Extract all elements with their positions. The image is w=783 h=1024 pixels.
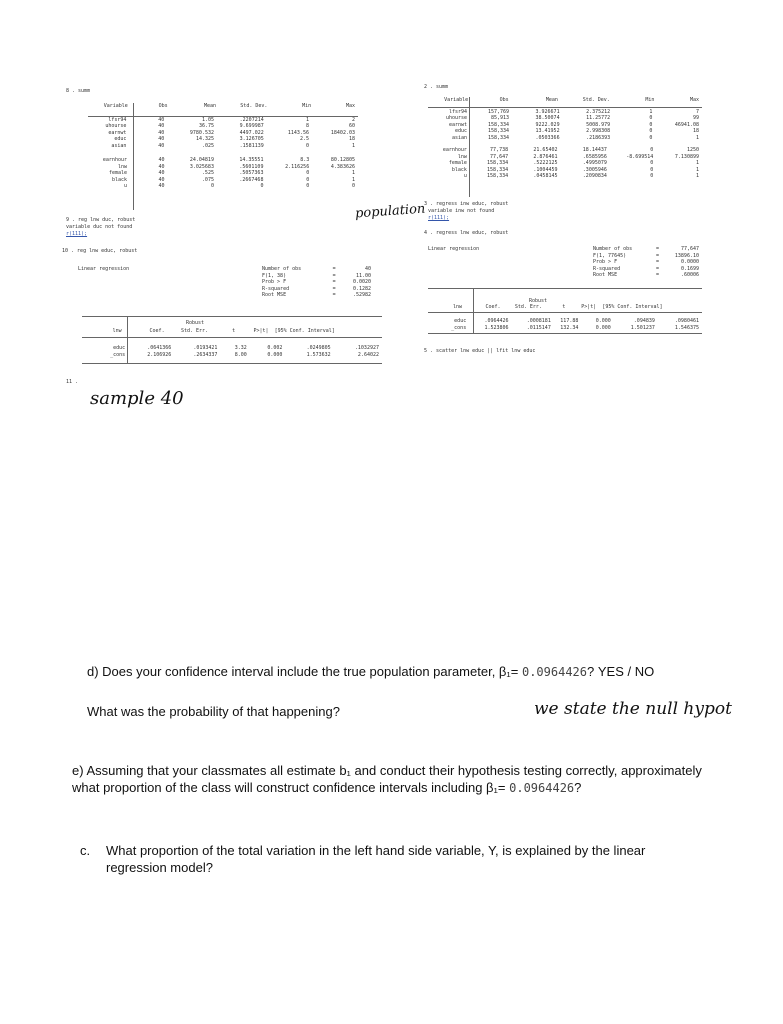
summ-row-cell: 46941.08: [674, 121, 699, 128]
coef-row-cell: .094839: [633, 318, 655, 324]
summ-row-cell: 158,334: [487, 173, 509, 179]
summ-row-cell: 1.05: [201, 116, 214, 123]
question-probability: What was the probability of that happening?: [87, 704, 340, 719]
summ-row-cell: .2090834: [582, 173, 607, 179]
summ-row-cell: 60: [348, 123, 355, 129]
coef-header-row-cell: P>|t|: [581, 304, 597, 310]
summ-row-cell: 0: [351, 183, 355, 189]
left-summ-header: [88, 103, 358, 110]
reg-stat-row: [259, 292, 374, 299]
summ-header-row-cell: Obs: [499, 97, 509, 103]
left-summ-table: [88, 103, 358, 190]
summ-row-cell: 18402.03: [330, 129, 355, 136]
reg-stat-cell: 40: [364, 266, 371, 272]
coef-header-row-cell: Coef.: [485, 304, 501, 310]
summ-row-cell: lfsr94: [108, 116, 127, 123]
reg-stat-cell: R-squared: [593, 265, 621, 272]
summ-row-cell: 0: [306, 183, 310, 189]
summ-row-cell: 0: [650, 173, 654, 179]
reg-stat-cell: 77,647: [680, 246, 699, 252]
summ-header-row-cell: Variable: [444, 97, 469, 103]
summ-row-cell: female: [448, 160, 467, 166]
summ-row-cell: 40: [158, 116, 165, 123]
summ-row-cell: 158,334: [487, 121, 510, 128]
handwritten-answer: we state the null hypot: [534, 699, 732, 719]
reg-stat-cell: =: [332, 266, 336, 272]
summ-row-cell: .5601109: [239, 163, 264, 170]
reg-stat-row: [590, 272, 702, 279]
summ-row-cell: lnw: [457, 153, 467, 160]
summ-row-cell: 40: [158, 123, 165, 129]
summ-row-cell: 2.876461: [533, 153, 558, 160]
summ-row-cell: 0: [306, 170, 310, 176]
coef-row-cell: 132.34: [560, 324, 579, 331]
question-e-value: 0.0964426: [509, 781, 575, 795]
summ-row-cell: 9.699987: [239, 123, 264, 129]
coef-row-cell: 0.000: [595, 324, 611, 331]
coef-row-cell: .0980461: [674, 318, 699, 324]
reg-stat-cell: Number of obs: [593, 246, 633, 252]
coef-row-cell: educ: [113, 345, 126, 351]
coef-row-cell: .0193421: [193, 345, 218, 351]
summ-row-cell: 2.5: [299, 136, 309, 142]
summ-row-cell: 14.325: [195, 136, 214, 142]
question-e-suffix: ?: [574, 780, 582, 795]
summ-row-cell: 3.126705: [239, 136, 264, 142]
handwritten-sample-40: sample 40: [90, 388, 184, 409]
summ-row-cell: 158,334: [487, 160, 509, 166]
summ-row-cell: 0: [210, 183, 214, 189]
coef-row: [428, 325, 702, 332]
left-summ-group2: [88, 157, 358, 190]
error-9-line1: variable duc not found: [66, 224, 133, 230]
summ-row-cell: 36.75: [198, 123, 214, 129]
summ-row-cell: 0: [260, 183, 264, 189]
summ-row-cell: .5057363: [239, 170, 264, 176]
reg-stat-cell: =: [655, 252, 659, 259]
summ-row-cell: .525: [201, 170, 214, 176]
coef-row-cell: .1032927: [354, 345, 379, 351]
summ-row-cell: 40: [158, 136, 165, 142]
summ-row-cell: 18.14437: [582, 147, 607, 153]
reg-stat-cell: =: [655, 265, 659, 272]
summ-row: [88, 183, 358, 190]
summ-row-cell: 1: [351, 176, 355, 183]
reg-stat-cell: 0.0020: [352, 279, 371, 285]
coef-header-row-cell: lnw: [453, 304, 463, 310]
coef-row-cell: 117.88: [560, 318, 579, 324]
coef-row-cell: .0641366: [147, 345, 172, 351]
summ-row-cell: uhourse: [105, 123, 127, 129]
summ-row-cell: earnwt: [108, 129, 127, 136]
coef-header-row-cell: [338, 328, 382, 335]
error-3-line1: variable inw not found: [428, 208, 495, 214]
summ-row: [88, 143, 358, 150]
summ-row-cell: 40: [158, 176, 165, 183]
summ-row-cell: 77,647: [490, 153, 509, 160]
question-e-line1: e) Assuming that your classmates all estimate b₁ and conduct their hypothesis testing correctly, approximately: [72, 763, 702, 778]
summ-row-cell: 2.998308: [586, 128, 611, 134]
coef-header-row-cell: Coef.: [149, 328, 165, 334]
coef-row-cell: 0.000: [595, 318, 611, 324]
summ-row-cell: black: [451, 166, 467, 173]
reg-stat-cell: Root MSE: [262, 292, 287, 298]
linreg-title-left: Linear regression: [78, 266, 130, 272]
question-d: [87, 664, 654, 679]
summ-row-cell: .075: [201, 176, 214, 183]
coef-row-cell: _cons: [110, 351, 126, 358]
summ-row-cell: 7.130899: [674, 153, 699, 160]
summ-row-cell: .0503366: [535, 134, 560, 141]
reg-stat-cell: 13896.10: [674, 252, 699, 259]
coef-header-row-cell: Std. Err.: [514, 304, 542, 310]
summ-row-cell: 8: [305, 123, 309, 129]
summ-row-cell: 0: [649, 134, 653, 141]
question-d-value: 0.0964426: [521, 665, 588, 679]
coef-header-row-cell: t: [232, 328, 236, 334]
summ-row-cell: 40: [158, 183, 165, 189]
reg-stat-cell: 0.0000: [680, 259, 699, 265]
summ-header-row-cell: Max: [345, 103, 355, 109]
summ-row-cell: .1581139: [239, 142, 264, 149]
summ-row-cell: 11.25772: [586, 115, 611, 121]
summ-row-cell: educ: [114, 136, 127, 142]
cmd-2: 2 . summ: [424, 84, 449, 90]
summ-row-cell: lfsr94: [448, 108, 468, 115]
summ-row-cell: 1: [695, 160, 699, 166]
summ-row-cell: 99: [692, 115, 699, 121]
coef-row-cell: _cons: [451, 324, 467, 331]
reg-stat-cell: =: [332, 292, 336, 298]
coef-row-cell: 2.64022: [357, 351, 379, 358]
summ-row-cell: asian: [111, 142, 127, 149]
coef-row-cell: 3.32: [234, 345, 247, 351]
question-c-line1: What proportion of the total variation in the left hand side variable, Y, is explained by the linear: [106, 843, 646, 858]
summ-row-cell: 157,769: [487, 108, 510, 115]
summ-row-cell: educ: [454, 128, 468, 134]
cmd-8: 8 . summ: [66, 88, 91, 94]
summ-header-row-cell: Std. Dev.: [582, 97, 610, 103]
summ-row-cell: 14.35551: [239, 157, 264, 163]
summ-row-cell: 0: [650, 160, 654, 166]
summ-row-cell: 7: [695, 108, 699, 115]
summ-row-cell: 9222.029: [535, 121, 560, 128]
summ-row-cell: u: [123, 183, 127, 189]
summ-row-cell: female: [108, 170, 127, 176]
coef-row-cell: 2.106926: [147, 351, 172, 358]
reg-stat-cell: Prob > F: [262, 279, 287, 285]
summ-row-cell: 1250: [686, 147, 699, 153]
summ-row-cell: .2207214: [239, 116, 264, 123]
summ-row-cell: 2: [351, 116, 355, 123]
left-summ-group1: [88, 117, 358, 150]
question-d-text: d) Does your confidence interval include the true population parameter, β₁=: [87, 664, 522, 679]
reg-stat-cell: =: [655, 259, 659, 265]
coef-header-row-cell: [95% Conf. Interval]: [274, 328, 335, 334]
summ-row-cell: 85,913: [490, 115, 510, 121]
question-c-line2: regression model?: [106, 860, 213, 875]
summ-row-cell: -8.699514: [626, 153, 654, 160]
coef-row-cell: .0964426: [484, 318, 509, 324]
coef-header-row-cell: [666, 304, 702, 311]
summ-row-cell: 40: [158, 163, 165, 170]
summ-header-row-cell: Obs: [158, 103, 168, 109]
coef-header-row-cell: [95% Conf. Interval]: [602, 304, 663, 310]
handwritten-population: population: [354, 201, 426, 222]
coef-row-cell: 1.523806: [484, 324, 509, 331]
summ-row-cell: 0: [306, 176, 310, 183]
summ-row-cell: .2667468: [239, 176, 264, 183]
summ-row-cell: 0: [650, 166, 654, 173]
cmd-9: 9 . reg lnw duc, robust: [66, 217, 136, 223]
cmd-4: 4 . regress lnw educ, robust: [424, 230, 509, 236]
summ-row-cell: 2.116256: [285, 163, 310, 170]
summ-header-row-cell: Mean: [203, 103, 216, 109]
summ-row-cell: 1143.56: [287, 129, 309, 136]
summ-row-cell: 18: [348, 136, 355, 142]
summ-header-row-cell: Min: [645, 97, 655, 103]
summ-row-cell: 40: [158, 157, 165, 163]
summ-row-cell: 80.12805: [330, 157, 355, 163]
summ-row-cell: .1004459: [533, 166, 558, 173]
reg-stat-cell: 11.00: [355, 272, 371, 279]
summ-row-cell: 158,334: [487, 128, 510, 134]
left-reg-stats: [259, 266, 374, 299]
summ-row-cell: uhourse: [445, 115, 468, 121]
reg-stat-cell: .60006: [680, 272, 699, 278]
robust-label-right: Robust: [529, 298, 548, 304]
summ-row-cell: 9780.532: [189, 129, 214, 136]
coef-row-cell: 0.002: [267, 345, 283, 351]
question-e-line2: [72, 780, 581, 795]
reg-stat-cell: 0.1282: [352, 285, 371, 292]
summ-row-cell: u: [463, 173, 467, 179]
reg-stat-cell: Prob > F: [593, 259, 618, 265]
summ-row-cell: 18: [692, 128, 699, 134]
reg-stat-cell: Number of obs: [262, 266, 302, 272]
summ-row-cell: .2186393: [586, 134, 611, 141]
summ-row-cell: black: [111, 176, 127, 183]
reg-stat-cell: F(1, 38): [262, 272, 287, 279]
coef-row-cell: .0008181: [526, 318, 551, 324]
summ-row-cell: 4.383626: [330, 163, 355, 170]
coef-row-cell: .2634337: [193, 351, 218, 358]
summ-row-cell: .0458145: [533, 173, 558, 179]
reg-stat-cell: .52982: [352, 292, 371, 298]
summ-row-cell: .4995079: [582, 160, 607, 166]
summ-row-cell: .6585956: [582, 153, 607, 160]
linreg-title-right: Linear regression: [428, 246, 480, 252]
question-d-suffix: ? YES / NO: [587, 664, 655, 679]
reg-stat-cell: =: [332, 272, 336, 279]
coef-row-cell: .0115147: [526, 324, 551, 331]
question-c-label: c.: [80, 843, 91, 858]
summ-row-cell: 158,334: [487, 134, 510, 141]
summ-row-cell: 0: [305, 142, 309, 149]
reg-stat-cell: Root MSE: [593, 272, 618, 278]
summ-row-cell: 3.926671: [535, 108, 560, 115]
summ-row-cell: 40: [158, 170, 165, 176]
summ-header-row-cell: Std. Dev.: [240, 103, 268, 109]
cmd-3: 3 . regress inw educ, robust: [424, 201, 509, 207]
reg-stat-cell: 0.1699: [680, 265, 699, 272]
summ-row-cell: 21.65402: [533, 147, 558, 153]
summ-row-cell: 1: [351, 170, 355, 176]
summ-row-cell: .5222125: [533, 160, 558, 166]
reg-stat-cell: =: [332, 285, 336, 292]
summ-row-cell: 1: [695, 134, 699, 141]
reg-stat-cell: =: [332, 279, 336, 285]
summ-header-row-cell: Variable: [103, 103, 128, 109]
robust-label-left: Robust: [186, 320, 205, 326]
summ-row-cell: 13.41952: [535, 128, 560, 134]
coef-row-cell: 0.000: [267, 351, 283, 358]
summ-row-cell: 38.50074: [535, 115, 560, 121]
coef-header-row-cell: t: [562, 304, 566, 310]
summ-row-cell: 1: [695, 166, 699, 173]
reg-stat-cell: =: [655, 272, 659, 278]
summ-row-cell: 40: [158, 129, 165, 136]
summ-header-row: [88, 103, 358, 110]
coef-row-cell: 1.501237: [630, 324, 655, 331]
coef-header-row: [428, 304, 702, 311]
cmd-11: 11 .: [66, 379, 79, 385]
error-9-link[interactable]: r(111);: [66, 231, 88, 237]
cmd-10: 10 . reg lnw educ, robust: [62, 248, 138, 254]
summ-header-row-cell: Max: [689, 97, 699, 103]
error-3-link[interactable]: r(111);: [428, 215, 450, 221]
summ-row-cell: 24.04819: [189, 157, 214, 163]
coef-header-row-cell: Std. Err.: [180, 328, 209, 334]
summ-row-cell: 1: [649, 108, 653, 115]
summ-row-cell: 1: [695, 173, 699, 179]
summ-row-cell: 3.025683: [189, 163, 214, 170]
question-e-text: what proportion of the class will construct confidence intervals including β₁=: [72, 780, 510, 795]
summ-row-cell: 1: [351, 142, 355, 149]
summ-row-cell: 77,738: [490, 147, 509, 153]
coef-row-cell: 8.00: [234, 351, 247, 358]
summ-row-cell: 0: [649, 121, 653, 128]
summ-row-cell: .025: [201, 142, 214, 149]
summ-row-cell: 1: [305, 116, 309, 123]
coef-row-cell: .0249805: [306, 345, 331, 351]
summ-row-cell: 0: [650, 147, 654, 153]
summ-row-cell: earnhour: [102, 157, 127, 163]
summ-row-cell: earnwt: [448, 121, 468, 128]
summ-row-cell: 158,334: [487, 166, 509, 173]
summ-row-cell: 4497.022: [239, 129, 264, 136]
right-reg-stats: [590, 246, 702, 279]
coef-row-cell: 1.546375: [674, 324, 699, 331]
coef-row-cell: 1.573632: [306, 351, 331, 358]
summ-row-cell: 2.375212: [586, 108, 611, 115]
summ-row-cell: 0: [649, 115, 653, 121]
coef-row-cell: educ: [454, 318, 467, 324]
summ-row-cell: earnhour: [442, 147, 467, 153]
cmd-5: 5 . scatter lnw educ || lfit lnw educ: [424, 348, 536, 354]
summ-header-row-cell: Min: [302, 103, 312, 109]
summ-row-cell: 8.3: [300, 157, 310, 163]
reg-stat-cell: F(1, 77645): [593, 252, 627, 259]
reg-stat-cell: =: [655, 246, 659, 252]
summ-header-row-cell: Mean: [545, 97, 558, 103]
summ-row-cell: 40: [158, 142, 165, 149]
reg-stat-cell: R-squared: [262, 285, 290, 292]
coef-header-row-cell: P>|t|: [253, 328, 269, 334]
summ-row-cell: asian: [451, 134, 468, 141]
summ-row-cell: .3005946: [582, 166, 607, 173]
coef-header-row-cell: lnw: [112, 328, 122, 334]
summ-row-cell: 5008.979: [586, 121, 611, 128]
summ-row-cell: lnw: [117, 163, 127, 170]
summ-row-cell: 0: [649, 128, 653, 134]
